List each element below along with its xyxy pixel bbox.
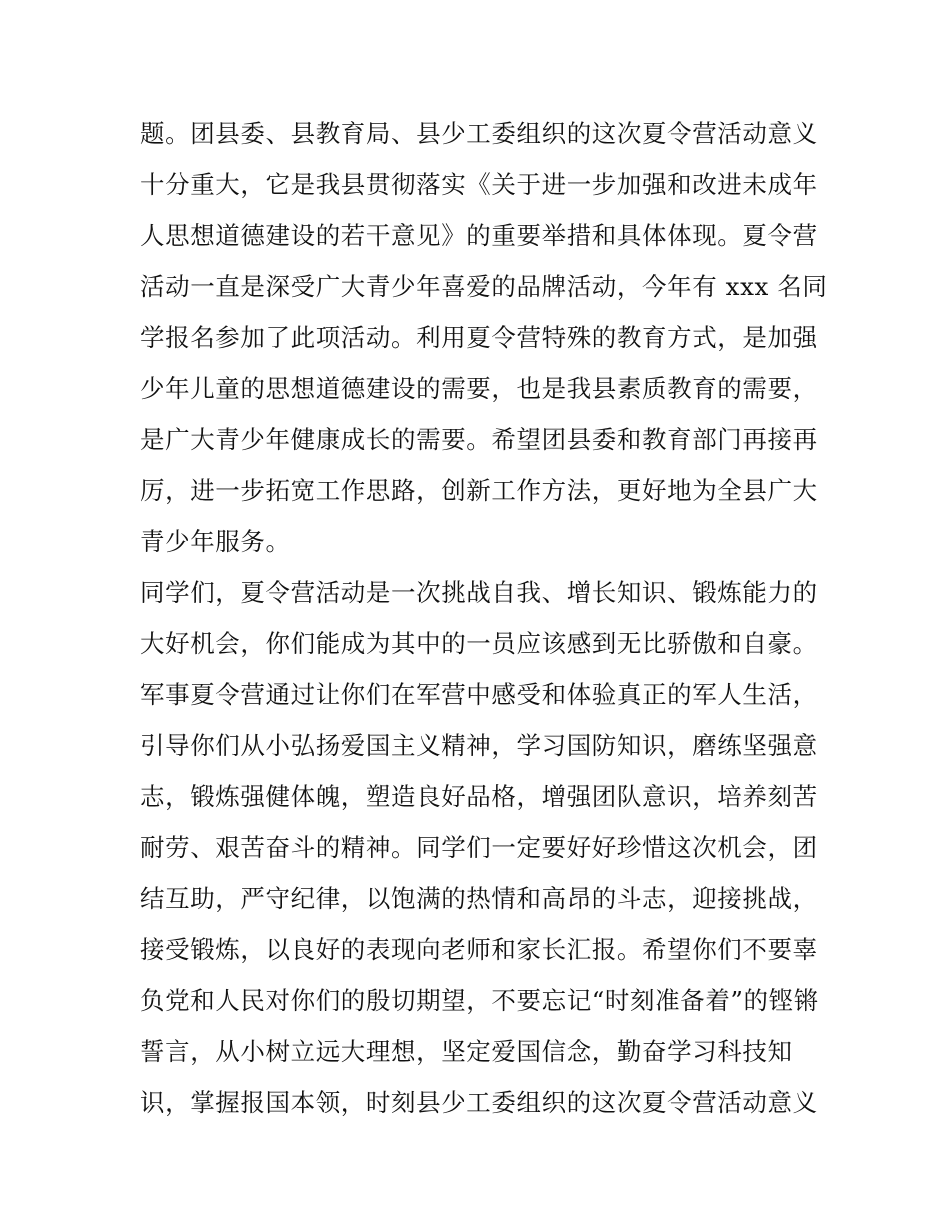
text-line: 十分重大，它是我县贯彻落实《关于进一步加强和改进未成年 xyxy=(140,170,818,199)
text-line: 活动一直是深受广大青少年喜爱的品牌活动，今年有 xxx 名同 xyxy=(140,272,828,301)
text-line: 结互助，严守纪律，以饱满的热情和高昂的斗志，迎接挑战， xyxy=(140,884,818,913)
paragraph-2 xyxy=(140,567,820,1128)
text-line: 识，掌握报国本领，时刻县少工委组织的这次夏令营活动意义 xyxy=(140,1088,818,1117)
text-line: 学报名参加了此项活动。利用夏令营特殊的教育方式，是加强 xyxy=(140,323,818,352)
text-line: 誓言，从小树立远大理想，坚定爱国信念，勤奋学习科技知 xyxy=(140,1037,793,1066)
document-body xyxy=(140,108,828,1128)
text-line: 青少年服务。 xyxy=(140,527,291,556)
text-line: 大好机会，你们能成为其中的一员应该感到无比骄傲和自豪。 xyxy=(140,629,818,658)
text-line: 志，锻炼强健体魄，塑造良好品格，增强团队意识，培养刻苦 xyxy=(140,782,818,811)
text-line: 接受锻炼，以良好的表现向老师和家长汇报。希望你们不要辜 xyxy=(140,935,818,964)
text-line: 题。团县委、县教育局、县少工委组织的这次夏令营活动意义 xyxy=(140,119,818,148)
text-line: 人思想道德建设的若干意见》的重要举措和具体体现。夏令营 xyxy=(140,221,818,250)
text-line: 厉，进一步拓宽工作思路，创新工作方法，更好地为全县广大 xyxy=(140,476,818,505)
text-line: 是广大青少年健康成长的需要。希望团县委和教育部门再接再 xyxy=(140,425,818,454)
text-line: 引导你们从小弘扬爱国主义精神，学习国防知识，磨练坚强意 xyxy=(140,731,818,760)
text-line: 耐劳、艰苦奋斗的精神。同学们一定要好好珍惜这次机会，团 xyxy=(140,833,818,862)
text-line: 同学们，夏令营活动是一次挑战自我、增长知识、锻炼能力的 xyxy=(140,578,818,607)
text-line: 少年儿童的思想道德建设的需要，也是我县素质教育的需要， xyxy=(140,374,818,403)
paragraph-1 xyxy=(140,108,828,567)
text-line: 负党和人民对你们的殷切期望，不要忘记“时刻准备着”的铿锵 xyxy=(140,986,819,1015)
text-line: 军事夏令营通过让你们在军营中感受和体验真正的军人生活， xyxy=(140,680,818,709)
